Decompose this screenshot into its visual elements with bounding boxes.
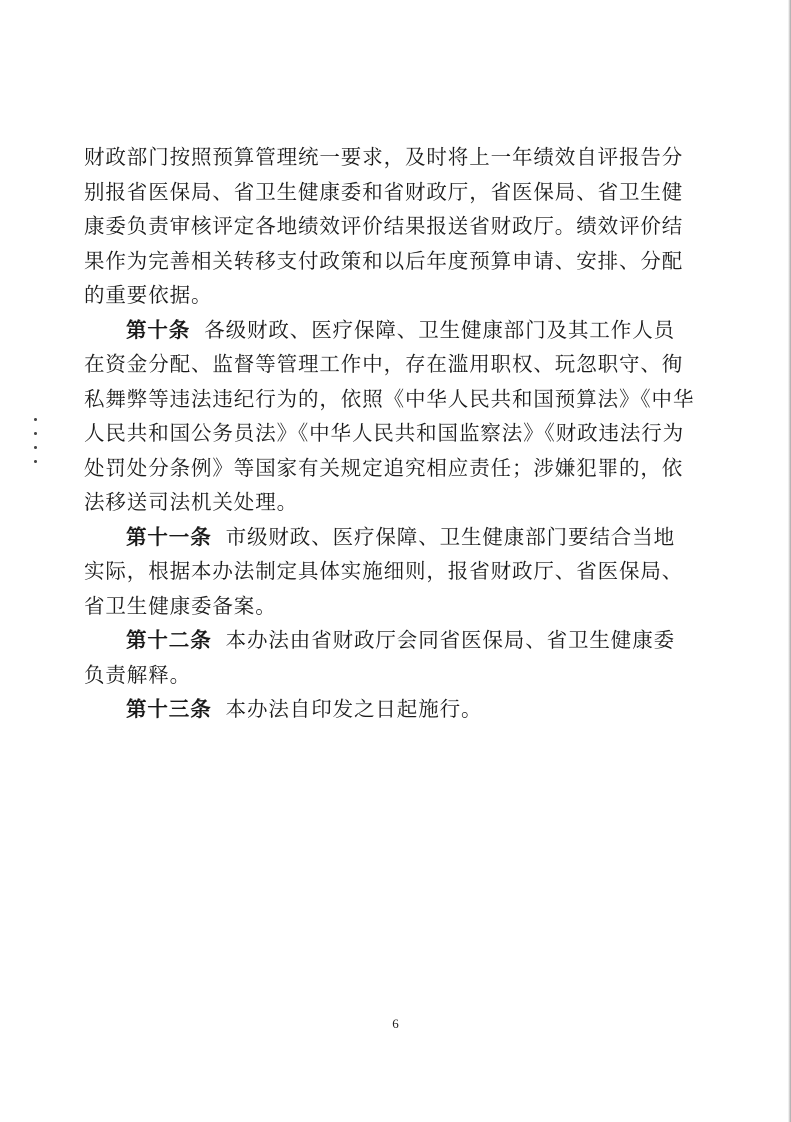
text-line: 负责解释。 (84, 662, 191, 687)
article-first-line (84, 313, 676, 348)
text-line: 各级财政、医疗保障、卫生健康部门及其工作人员 (204, 317, 676, 342)
text-line: 的重要依据。 (84, 283, 213, 307)
document-body (84, 140, 695, 727)
paragraph-continuation (84, 140, 684, 313)
article-heading: 第十一条 (126, 524, 212, 549)
article-heading: 第十二条 (126, 628, 212, 652)
article-first-line (84, 623, 676, 658)
text-line: 实际，根据本办法制定具体实施细则，报省财政厅、省医保局、 (84, 559, 684, 583)
article-13 (84, 692, 664, 727)
binding-mark (34, 418, 37, 421)
page-number: 6 (392, 1016, 399, 1031)
text-line: 人民共和国公务员法》《中华人民共和国监察法》《财政违法行为 (84, 421, 685, 445)
text-line: 省卫生健康委备案。 (84, 593, 277, 618)
article-heading: 第十三条 (126, 697, 212, 721)
article-10 (84, 313, 695, 520)
binding-mark (34, 446, 37, 449)
text-line: 在资金分配、监督等管理工作中，存在滥用职权、玩忽职守、徇 (84, 352, 684, 376)
article-first-line (84, 520, 676, 555)
text-line: 法移送司法机关处理。 (84, 490, 298, 514)
text-line: 财政部门按照预算管理统一要求，及时将上一年绩效自评报告分 (84, 145, 684, 169)
text-line: 本办法由省财政厅会同省医保局、省卫生健康委 (225, 628, 676, 652)
article-heading: 第十条 (126, 317, 191, 342)
text-line: 本办法自印发之日起施行。 (225, 697, 483, 721)
text-line: 别报省医保局、省卫生健康委和省财政厅，省医保局、省卫生健 (84, 179, 684, 204)
text-line: 果作为完善相关转移支付政策和以后年度预算申请、安排、分配 (84, 248, 684, 273)
article-11 (84, 520, 684, 624)
binding-mark (34, 432, 37, 435)
text-line: 私舞弊等违法违纪行为的，依照《中华人民共和国预算法》《中华 (84, 386, 695, 411)
binding-mark (34, 460, 37, 463)
article-first-line (84, 692, 664, 727)
text-line: 市级财政、医疗保障、卫生健康部门要结合当地 (225, 524, 676, 549)
binding-hole-marks (32, 418, 40, 474)
article-12 (84, 623, 676, 692)
text-line: 康委负责审核评定各地绩效评价结果报送省财政厅。绩效评价结 (84, 214, 684, 238)
text-line: 处罚处分条例》等国家有关规定追究相应责任；涉嫌犯罪的，依 (84, 455, 684, 480)
